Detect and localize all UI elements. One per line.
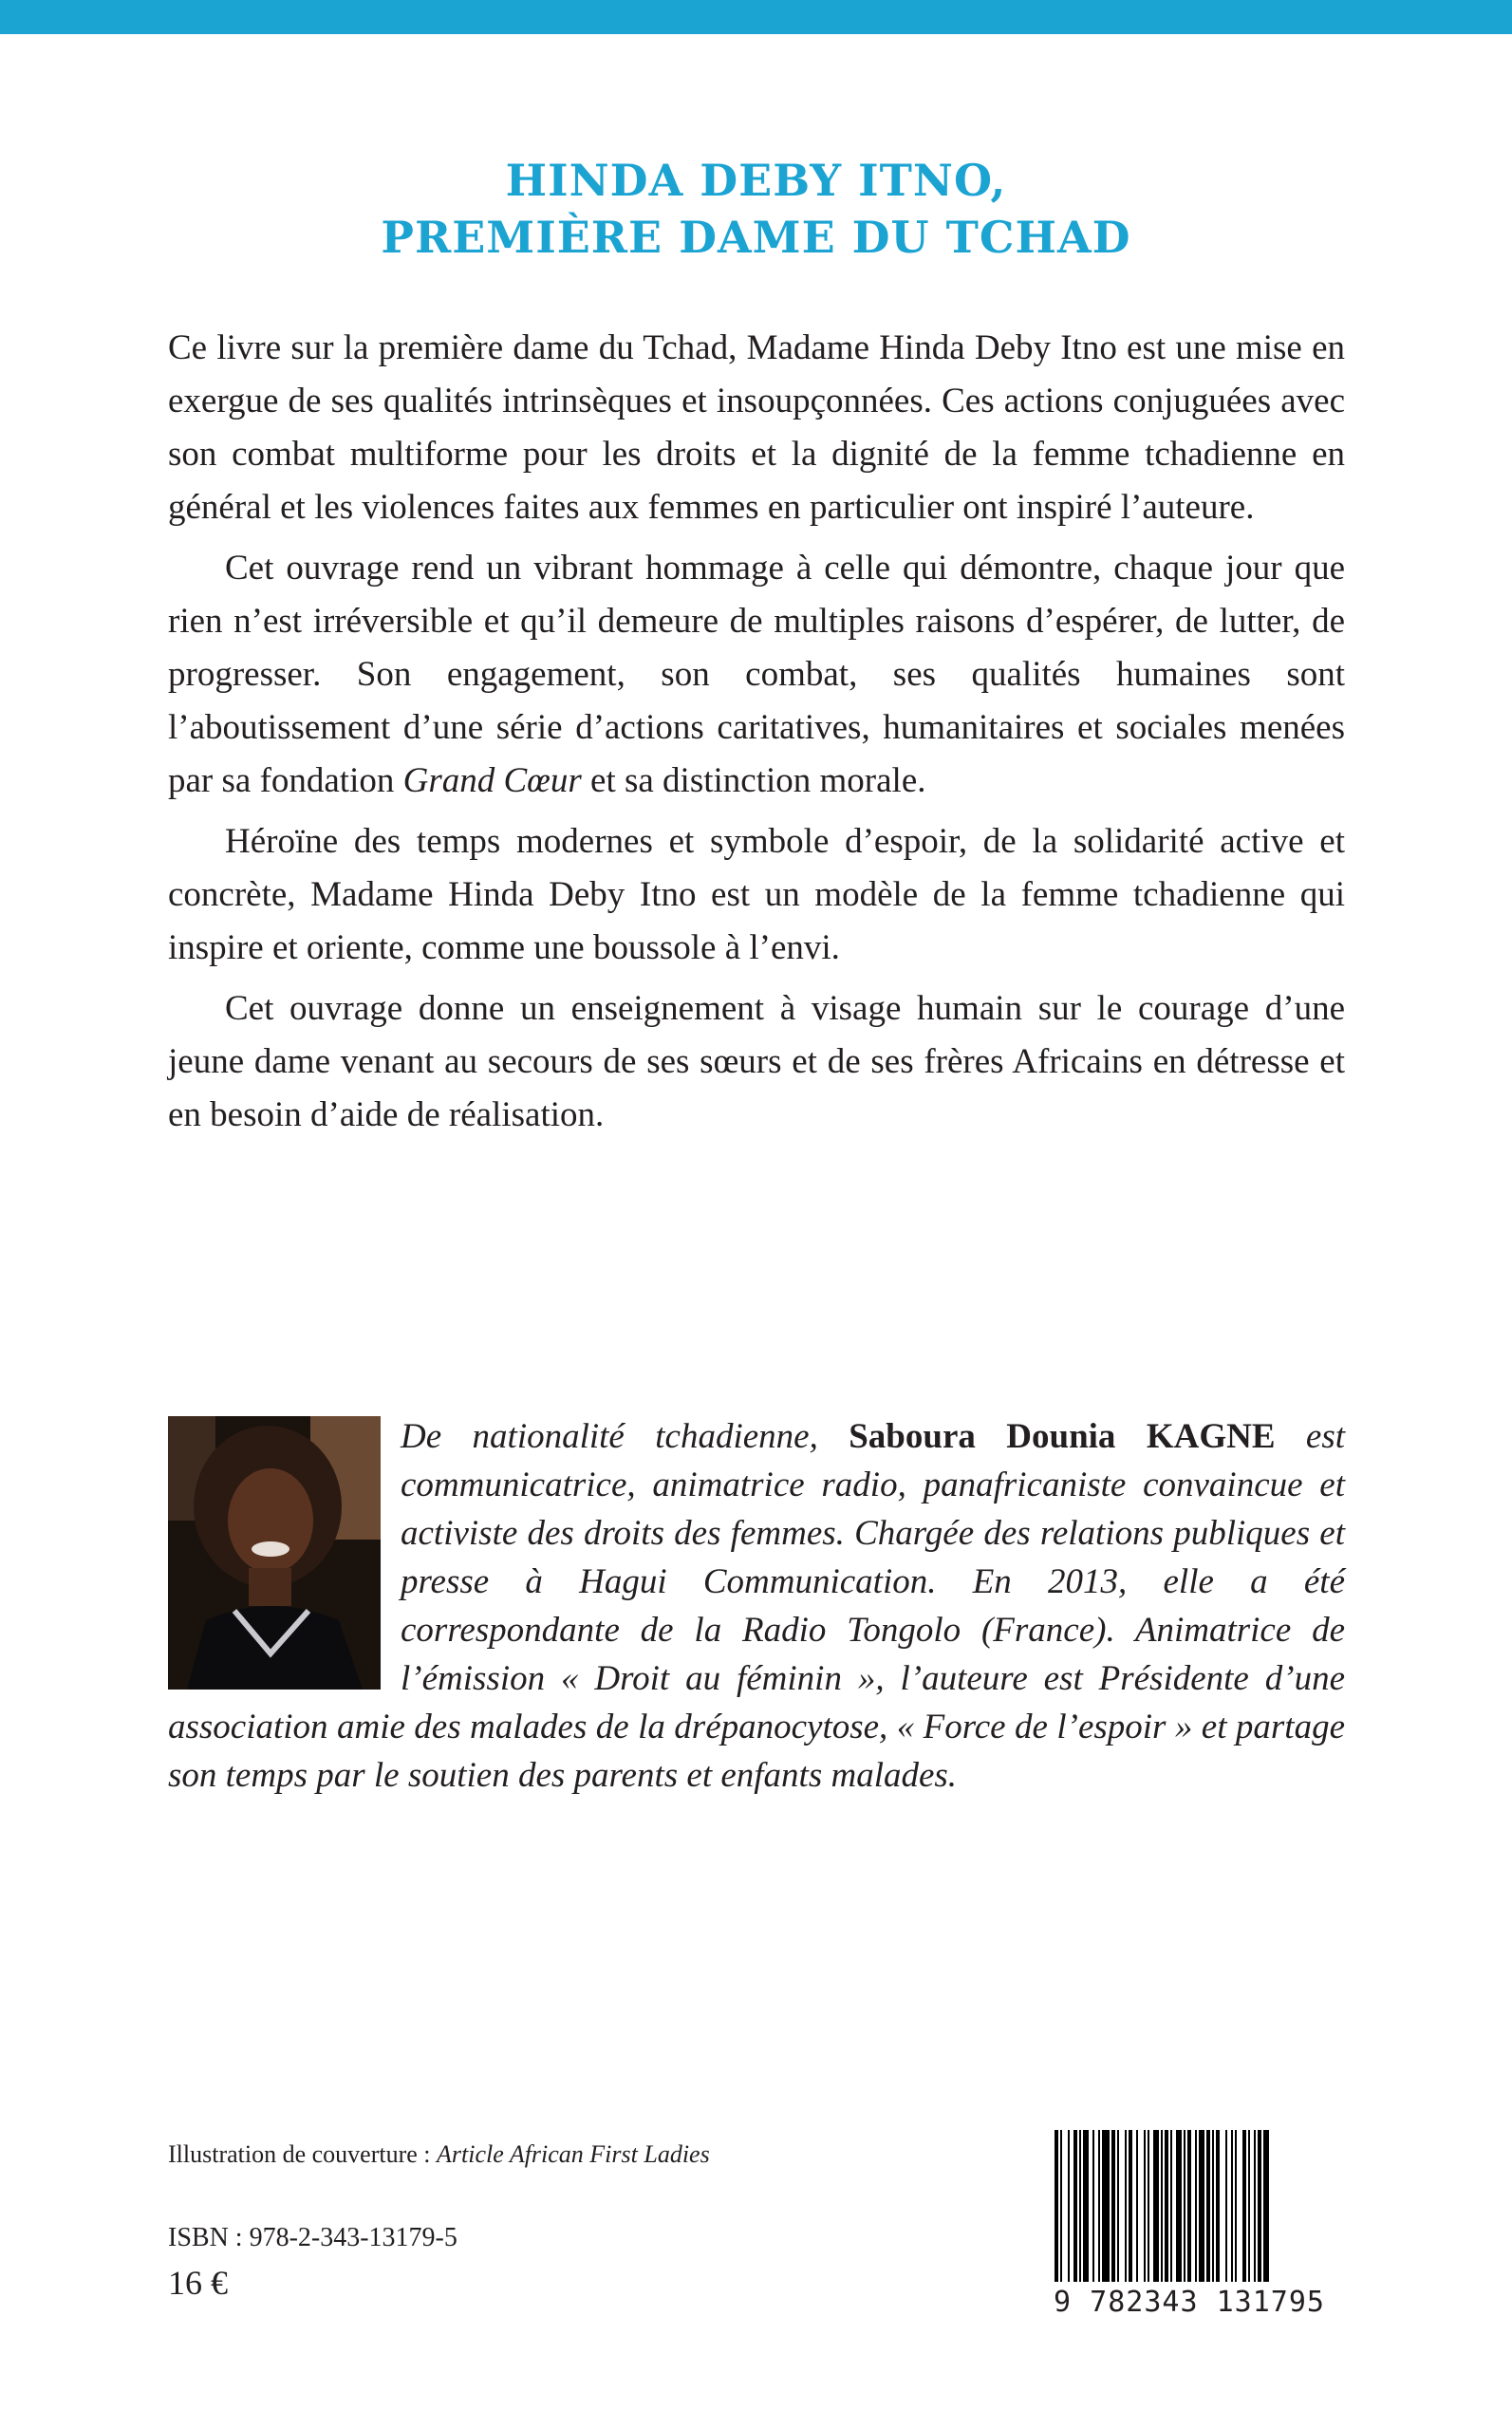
summary-paragraph (168, 542, 1345, 808)
author-surname: KAGNE (1146, 1417, 1276, 1456)
bio-intro: De nationalité tchadienne, (401, 1417, 849, 1456)
cover-illustration-credit (168, 2140, 710, 2169)
summary-paragraph: Ce livre sur la première dame du Tchad, Madame Hinda Deby Itno est une mise en exergue de ses qualités intrinsèques et insoupçonnées. Ces actions conjuguées avec son combat multiforme pour les droits et la dignité de la femme tchadienne en général et les violences faites aux femmes en particulier ont inspiré l’auteure. (168, 328, 1345, 527)
title-line-1: HINDA DEBY ITNO, (505, 155, 1007, 206)
top-color-band (0, 0, 1512, 34)
summary-paragraph: Héroïne des temps modernes et symbole d’espoir, de la solidarité active et concrète, Madame Hinda Deby Itno est un modèle de la femme tchadienne qui inspire et oriente, comme une boussole à l’envi. (168, 822, 1345, 967)
author-name: Saboura Dounia (849, 1417, 1147, 1456)
summary-text: Cet ouvrage rend un vibrant hommage à celle qui démontre, chaque jour que rien n’est irréversible et qu’il demeure de multiples raisons d’espérer, de lutter, de progresser. Son engagement, son combat, ses qualités humaines sont l’aboutissement d’une série d’actions caritatives, humanitaires et sociales menées par sa fondation (168, 549, 1345, 800)
summary-paragraph: Cet ouvrage donne un enseignement à visage humain sur le courage d’une jeune dame venant au secours de ses sœurs et de ses frères Africains en détresse et en besoin d’aide de réalisation. (168, 989, 1345, 1134)
back-cover-summary (168, 322, 1345, 1149)
foundation-name: Grand Cœur (402, 761, 582, 800)
credit-label: Illustration de couverture : (168, 2140, 438, 2168)
barcode-digits: 9 782343 131795 (1051, 2282, 1328, 2324)
author-biography (168, 1412, 1345, 1800)
isbn: ISBN : 978-2-343-13179-5 (168, 2223, 457, 2252)
bio-text: est communicatrice, animatrice radio, panafricaniste convaincue et activiste des droits des femmes. Chargée des relations publiques et presse à Hagui Communication. En 2013, elle a été correspondante de la Radio Tongolo (France). Animatrice de l’émission « Droit au féminin », l’auteure est Présidente d’une association amie des malades de la drépanocytose, « Force de l’espoir » et partage son temps par le soutien des parents et enfants malades. (168, 1417, 1345, 1795)
price: 16 € (168, 2264, 228, 2302)
summary-text: et sa distinction morale. (581, 761, 926, 800)
book-title (0, 152, 1512, 266)
title-line-2: PREMIÈRE DAME DU TCHAD (381, 212, 1131, 263)
credit-value: Article African First Ladies (437, 2140, 710, 2168)
